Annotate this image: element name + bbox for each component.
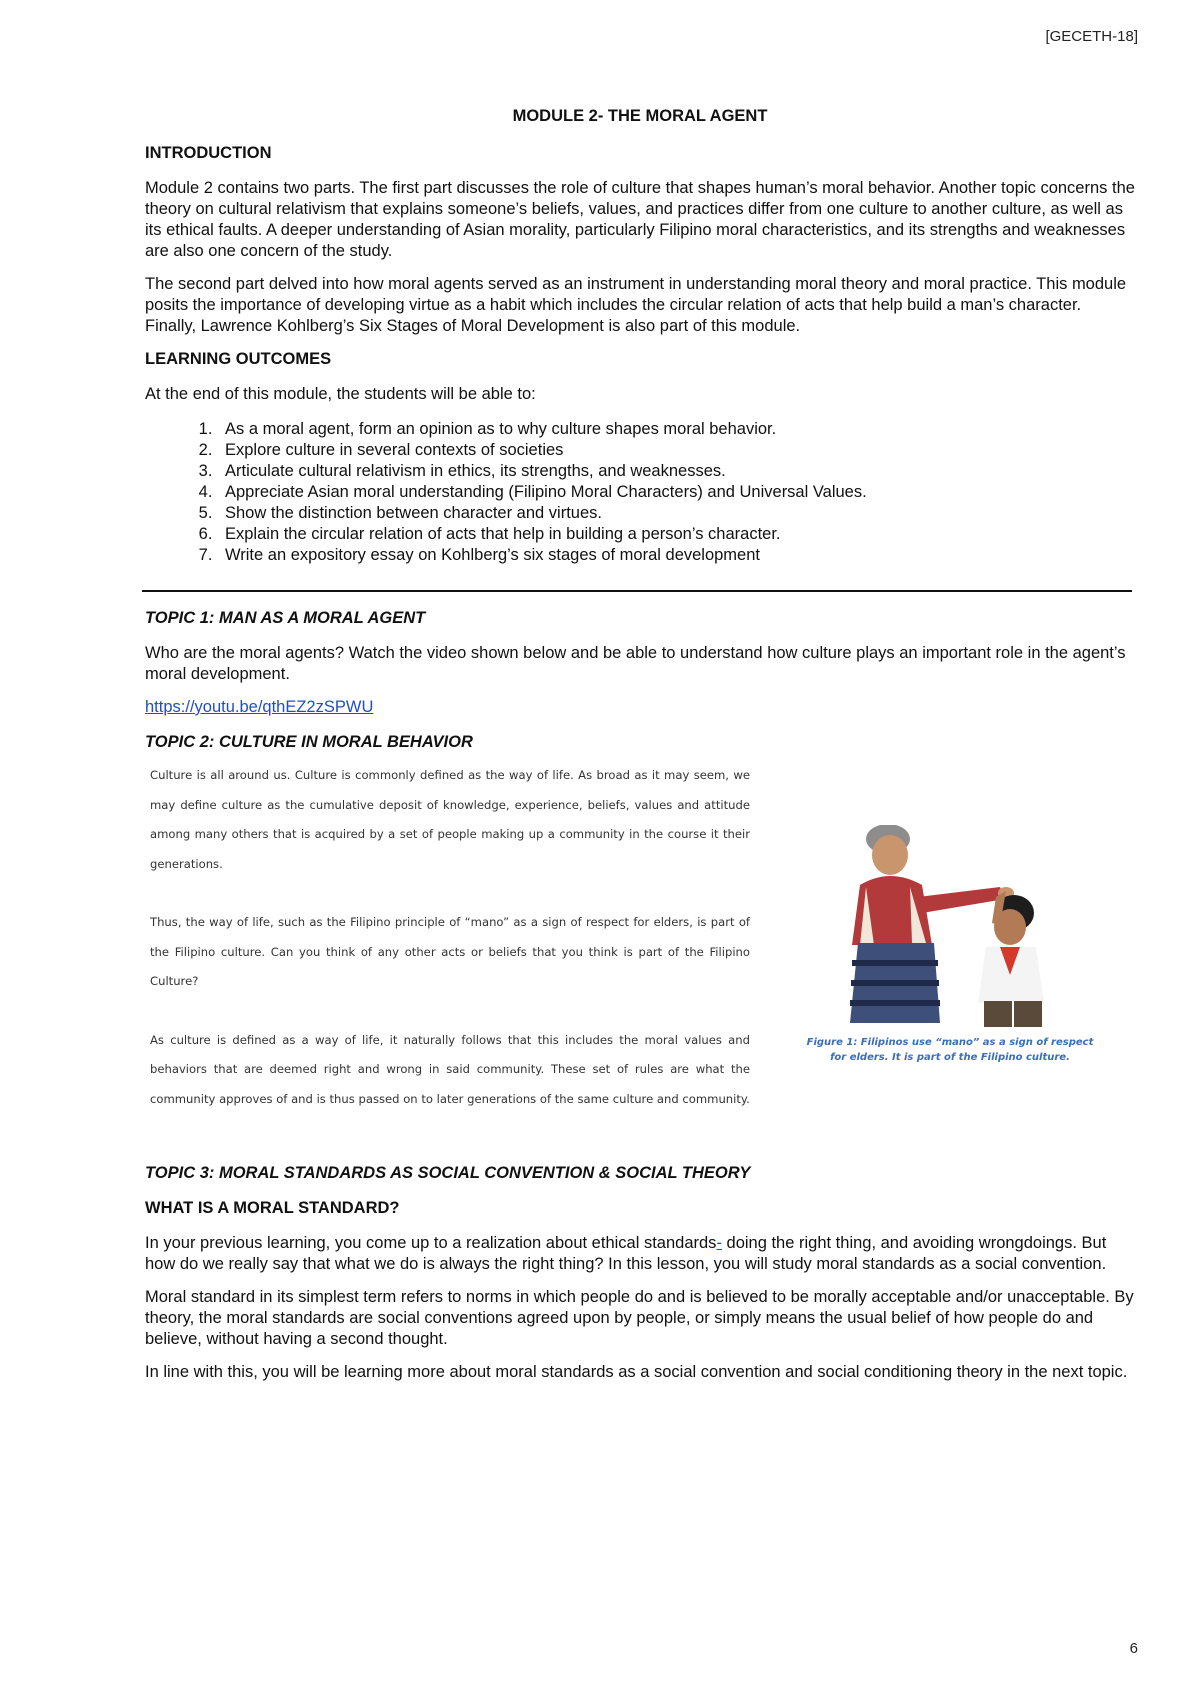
video-link[interactable]: https://youtu.be/qthEZ2zSPWU (145, 698, 374, 716)
introduction-heading: INTRODUCTION (145, 144, 272, 162)
culture-section (145, 767, 1135, 1149)
paragraph-text: In your previous learning, you come up to a realization about ethical standards (145, 1234, 717, 1252)
culture-paragraph-3: As culture is defined as a way of life, it naturally follows that this includes the moral values and behaviors that are deemed right and wrong in said community. These set of rules are what the community approves of and is thus passed on to later generations of the same culture and community. (150, 1032, 750, 1106)
hyphen-mark: - (716, 1234, 722, 1252)
learning-outcomes-heading: LEARNING OUTCOMES (145, 350, 332, 368)
list-item: 6. Explain the circular relation of acts that help in building a person’s character. (217, 524, 1135, 545)
introduction-paragraph-2: The second part delved into how moral agents served as an instrument in understanding moral theory and moral practice. This module posits the importance of developing virtue as a habit which includes the circular relation of acts that help build a man’s character. Finally, Lawrence Kohlberg’s Six Stages of Moral Development is also part of this module. (145, 275, 1127, 335)
list-item: 2. Explore culture in several contexts of societies (217, 440, 1135, 461)
page-number: 6 (1129, 1640, 1138, 1657)
moral-standard-paragraph-1 (145, 1233, 1135, 1275)
list-item: 3. Articulate cultural relativism in ethics, its strengths, and weaknesses. (217, 461, 1135, 482)
list-item: 4. Appreciate Asian moral understanding (Filipino Moral Characters) and Universal Values. (217, 482, 1135, 503)
list-item: 7. Write an expository essay on Kohlberg’s six stages of moral development (217, 545, 1135, 566)
mano-illustration (800, 825, 1100, 1030)
module-title: MODULE 2- THE MORAL AGENT (512, 107, 768, 125)
paragraph-text: doing the right thing, and avoiding wrongdoings. But how do we really say that what we do is always the right thing? In this lesson, you will study moral standards as a social convention. (145, 1234, 1107, 1273)
culture-paragraph-1: Culture is all around us. Culture is commonly defined as the way of life. As broad as it may seem, we may define culture as the cumulative deposit of knowledge, experience, beliefs, values and attitude among many others that is acquired by a set of people making up a community in the course it their generations. (150, 768, 750, 871)
mano-figure (800, 825, 1100, 1145)
page-content (145, 106, 1135, 1395)
course-code: [GECETH-18] (1045, 28, 1138, 45)
topic-1-paragraph: Who are the moral agents? Watch the video shown below and be able to understand how culture plays an important role in the agent’s moral development. (145, 644, 1126, 683)
topic-1-heading: TOPIC 1: MAN AS A MORAL AGENT (145, 609, 426, 627)
introduction-paragraph-1: Module 2 contains two parts. The first part discusses the role of culture that shapes human’s moral behavior. Another topic concerns the theory on cultural relativism that explains someone’s beliefs, values, and practices differ from one culture to another culture, as well as its ethical faults. A deeper understanding of Asian morality, particularly Filipino moral characteristics, and its strengths and weaknesses are also one concern of the study. (145, 179, 1135, 260)
culture-paragraph-2: Thus, the way of life, such as the Filipino principle of “mano” as a sign of respect for elders, is part of the Filipino culture. Can you think of any other acts or beliefs that you think is part of the Filipino Culture? (150, 915, 750, 988)
figure-caption: Figure 1: Filipinos use “mano” as a sign of respect for elders. It is part of the Filipino culture. (806, 1037, 1094, 1063)
learning-outcomes-lead: At the end of this module, the students will be able to: (145, 385, 536, 403)
topic-2-heading: TOPIC 2: CULTURE IN MORAL BEHAVIOR (145, 733, 473, 751)
culture-text (150, 761, 750, 1143)
moral-standard-paragraph-2: Moral standard in its simplest term refers to norms in which people do and is believed to be morally acceptable and/or unacceptable. By theory, the moral standards are social conventions agreed upon by people, or simply means the usual belief of how people do and believe, without having a second thought. (145, 1288, 1134, 1348)
moral-standard-heading: WHAT IS A MORAL STANDARD? (145, 1199, 400, 1217)
section-divider (142, 590, 1132, 592)
list-item: 5. Show the distinction between character and virtues. (217, 503, 1135, 524)
topic-3-heading: TOPIC 3: MORAL STANDARDS AS SOCIAL CONVENTION & SOCIAL THEORY (145, 1164, 751, 1182)
list-item: 1. As a moral agent, form an opinion as to why culture shapes moral behavior. (217, 419, 1135, 440)
learning-outcomes-list (145, 419, 1135, 566)
moral-standard-paragraph-3: In line with this, you will be learning more about moral standards as a social convention and social conditioning theory in the next topic. (145, 1363, 1128, 1381)
